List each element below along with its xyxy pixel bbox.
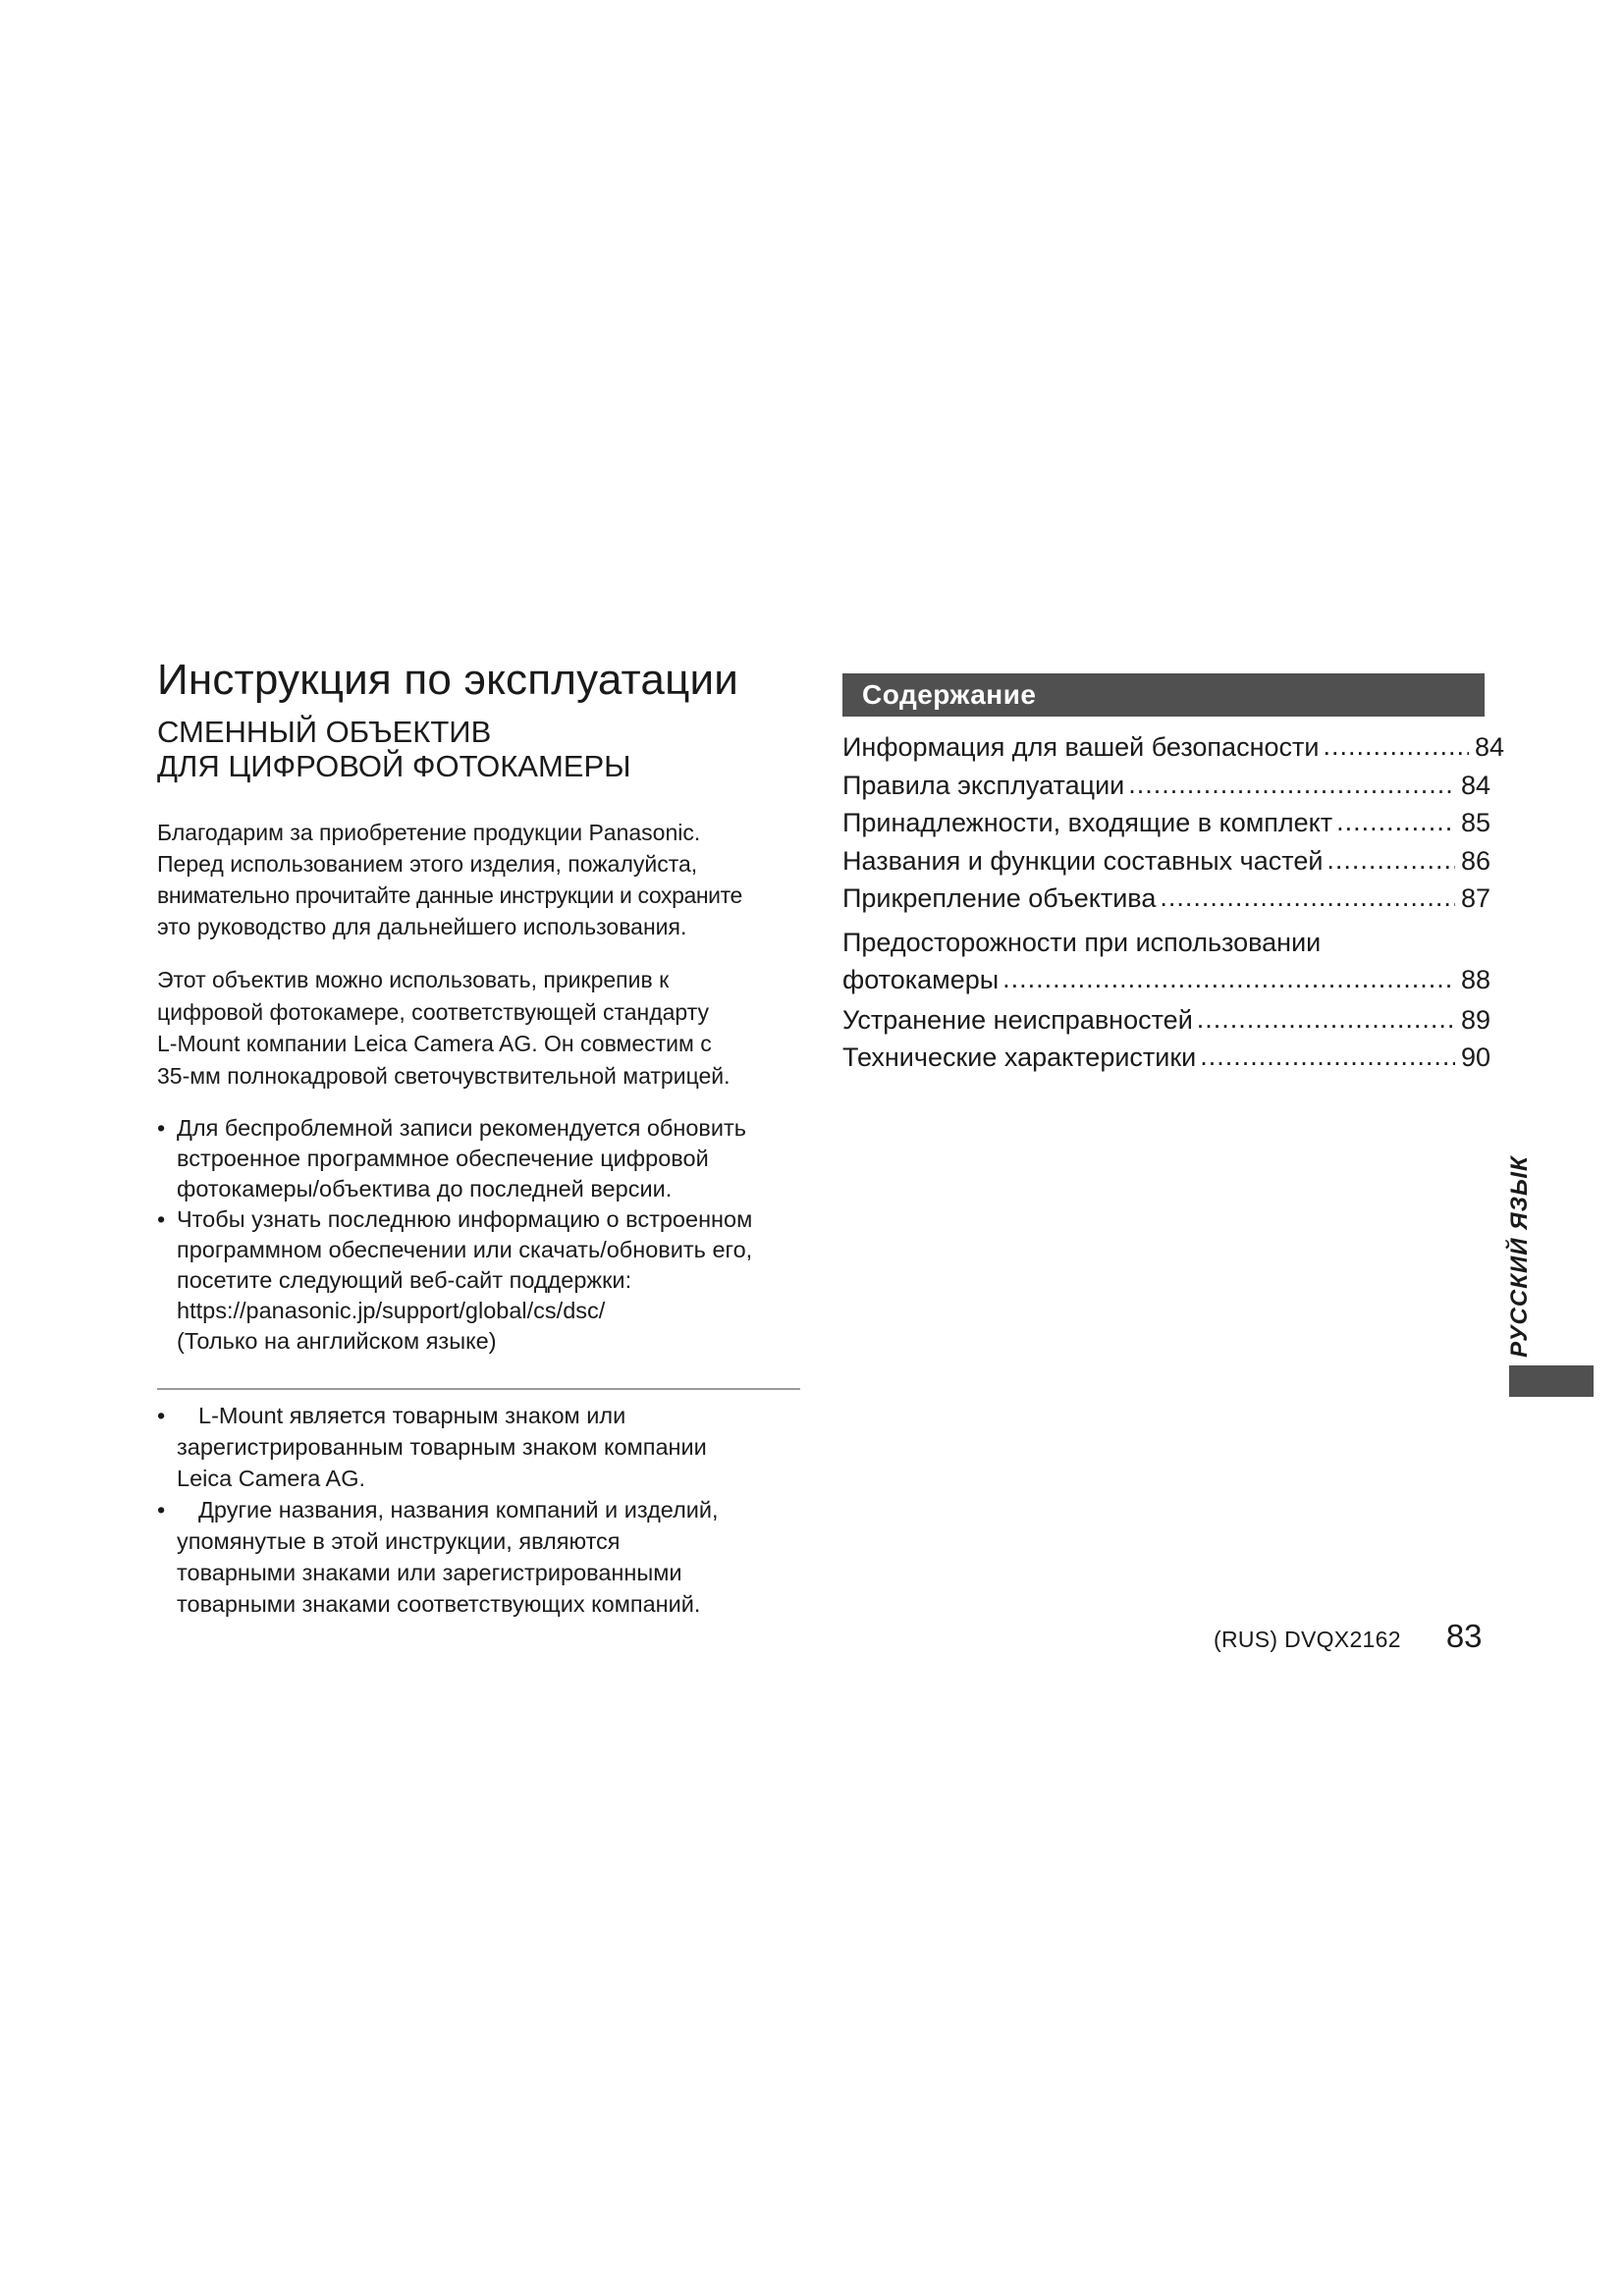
- language-tab: [1500, 1155, 1540, 1358]
- trademark-others: [157, 1494, 805, 1620]
- toc-item[interactable]: [842, 924, 1490, 999]
- toc-leader-dots: [1197, 1000, 1455, 1039]
- document-code: (RUS) DVQX2162: [1214, 1627, 1401, 1652]
- note-line: Чтобы узнать последнюю информацию о встроенном: [177, 1206, 753, 1232]
- toc-item-page: 89: [1460, 1004, 1490, 1035]
- subtitle-line: ДЛЯ ЦИФРОВОЙ ФОТОКАМЕРЫ: [157, 749, 631, 783]
- toc-leader-dots: [1323, 727, 1469, 766]
- compat-line: Этот объектив можно использовать, прикрепив к: [157, 967, 670, 992]
- note-line: фотокамеры/объектива до последней версии.: [177, 1176, 673, 1201]
- trademark-notes: [157, 1400, 805, 1620]
- toc-item-page: 90: [1460, 1042, 1490, 1072]
- note-support: [157, 1204, 805, 1357]
- intro-column: [157, 656, 805, 1643]
- note-line: встроенное программное обеспечение цифровой: [177, 1146, 709, 1171]
- toc-leader-dots: [1128, 766, 1455, 804]
- toc-item-label: Правила эксплуатации: [842, 770, 1125, 800]
- trademark-lmount: [157, 1400, 805, 1494]
- toc-item-label: Прикрепление объектива: [842, 883, 1157, 913]
- toc-item-page: 85: [1460, 808, 1490, 837]
- trademark-line: Другие названия, названия компаний и изделий,: [198, 1497, 719, 1522]
- toc-item-label: Информация для вашей безопасности: [842, 732, 1320, 762]
- subtitle-line: СМЕННЫЙ ОБЪЕКТИВ: [157, 715, 492, 749]
- toc-item-second-line: [842, 961, 1490, 999]
- compatibility-paragraph: [157, 964, 805, 1092]
- toc-item-label: Принадлежности, входящие в комплект: [842, 808, 1333, 837]
- compat-line: цифровой фотокамере, соответствующей стандарту: [157, 998, 710, 1025]
- language-tab-label: РУССКИЙ ЯЗЫК: [1506, 1155, 1533, 1358]
- toc-leader-dots: [1160, 879, 1455, 917]
- toc-item-label: фотокамеры: [842, 965, 1000, 994]
- bullet: •: [157, 1115, 166, 1141]
- compat-line: L-Mount компании Leica Camera AG. Он совместим с: [157, 1031, 712, 1056]
- note-line: (Только на английском языке): [177, 1328, 497, 1354]
- toc-item[interactable]: [842, 842, 1490, 881]
- toc-item[interactable]: [842, 804, 1490, 842]
- document-title: Инструкция по эксплуатации: [157, 656, 739, 704]
- page-number: 83: [1445, 1618, 1483, 1654]
- toc-item-label: Названия и функции составных частей: [842, 845, 1324, 876]
- document-subtitle: [157, 715, 805, 783]
- toc-leader-dots: [1200, 1038, 1455, 1076]
- toc-leader-dots: [1002, 960, 1455, 998]
- toc-item[interactable]: [842, 767, 1490, 805]
- intro-line: это руководство для дальнейшего использования.: [157, 914, 687, 939]
- bullet: •: [157, 1206, 166, 1232]
- toc-item-page: 87: [1460, 883, 1490, 913]
- bullet: •: [157, 1403, 166, 1428]
- trademark-line: товарными знаками или зарегистрированными: [177, 1560, 682, 1585]
- notes-list: [157, 1113, 805, 1357]
- support-url[interactable]: https://panasonic.jp/support/global/cs/dsc/: [177, 1298, 606, 1323]
- bullet: •: [157, 1497, 166, 1522]
- toc-item-page: 88: [1460, 965, 1490, 994]
- toc-item[interactable]: [842, 728, 1504, 767]
- trademark-line: Leica Camera AG.: [177, 1466, 366, 1491]
- toc-item[interactable]: [842, 880, 1490, 918]
- table-of-contents: [842, 673, 1504, 1077]
- toc-item[interactable]: [842, 1039, 1490, 1077]
- trademark-line: L-Mount является товарным знаком или: [198, 1403, 626, 1428]
- intro-line: Перед использованием этого изделия, пожалуйста,: [157, 851, 698, 877]
- toc-item-label: Устранение неисправностей: [842, 1004, 1193, 1035]
- language-tab-marker: [1509, 1365, 1594, 1397]
- note-line: Для беспроблемной записи рекомендуется обновить: [177, 1115, 747, 1141]
- toc-list: [842, 728, 1504, 1077]
- note-firmware: [157, 1113, 805, 1204]
- trademark-line: товарными знаками соответствующих компаний.: [177, 1591, 701, 1617]
- section-divider: [157, 1388, 800, 1390]
- page-footer: [1214, 1618, 1483, 1655]
- trademark-line: упомянутые в этой инструкции, являются: [177, 1528, 621, 1554]
- toc-item[interactable]: [842, 1001, 1490, 1040]
- toc-item-label: Технические характеристики: [842, 1042, 1197, 1072]
- toc-item-label: Предосторожности при использовании: [842, 927, 1322, 957]
- toc-item-page: 84: [1460, 770, 1490, 800]
- compat-line: 35-мм полнокадровой светочувствительной матрицей.: [157, 1062, 731, 1089]
- toc-leader-dots: [1326, 841, 1455, 880]
- toc-header: Содержание: [842, 673, 1485, 717]
- note-line: программном обеспечении или скачать/обновить его,: [177, 1237, 753, 1262]
- note-line: посетите следующий веб-сайт поддержки:: [177, 1267, 632, 1293]
- toc-leader-dots: [1336, 803, 1455, 841]
- intro-line: Благодарим за приобретение продукции Panasonic.: [157, 820, 701, 845]
- toc-item-page: 84: [1474, 732, 1504, 762]
- intro-line: внимательно прочитайте данные инструкции и сохраните: [157, 882, 742, 908]
- trademark-line: зарегистрированным товарным знаком компании: [177, 1434, 707, 1460]
- intro-paragraph: [157, 817, 805, 942]
- toc-item-page: 86: [1460, 845, 1490, 876]
